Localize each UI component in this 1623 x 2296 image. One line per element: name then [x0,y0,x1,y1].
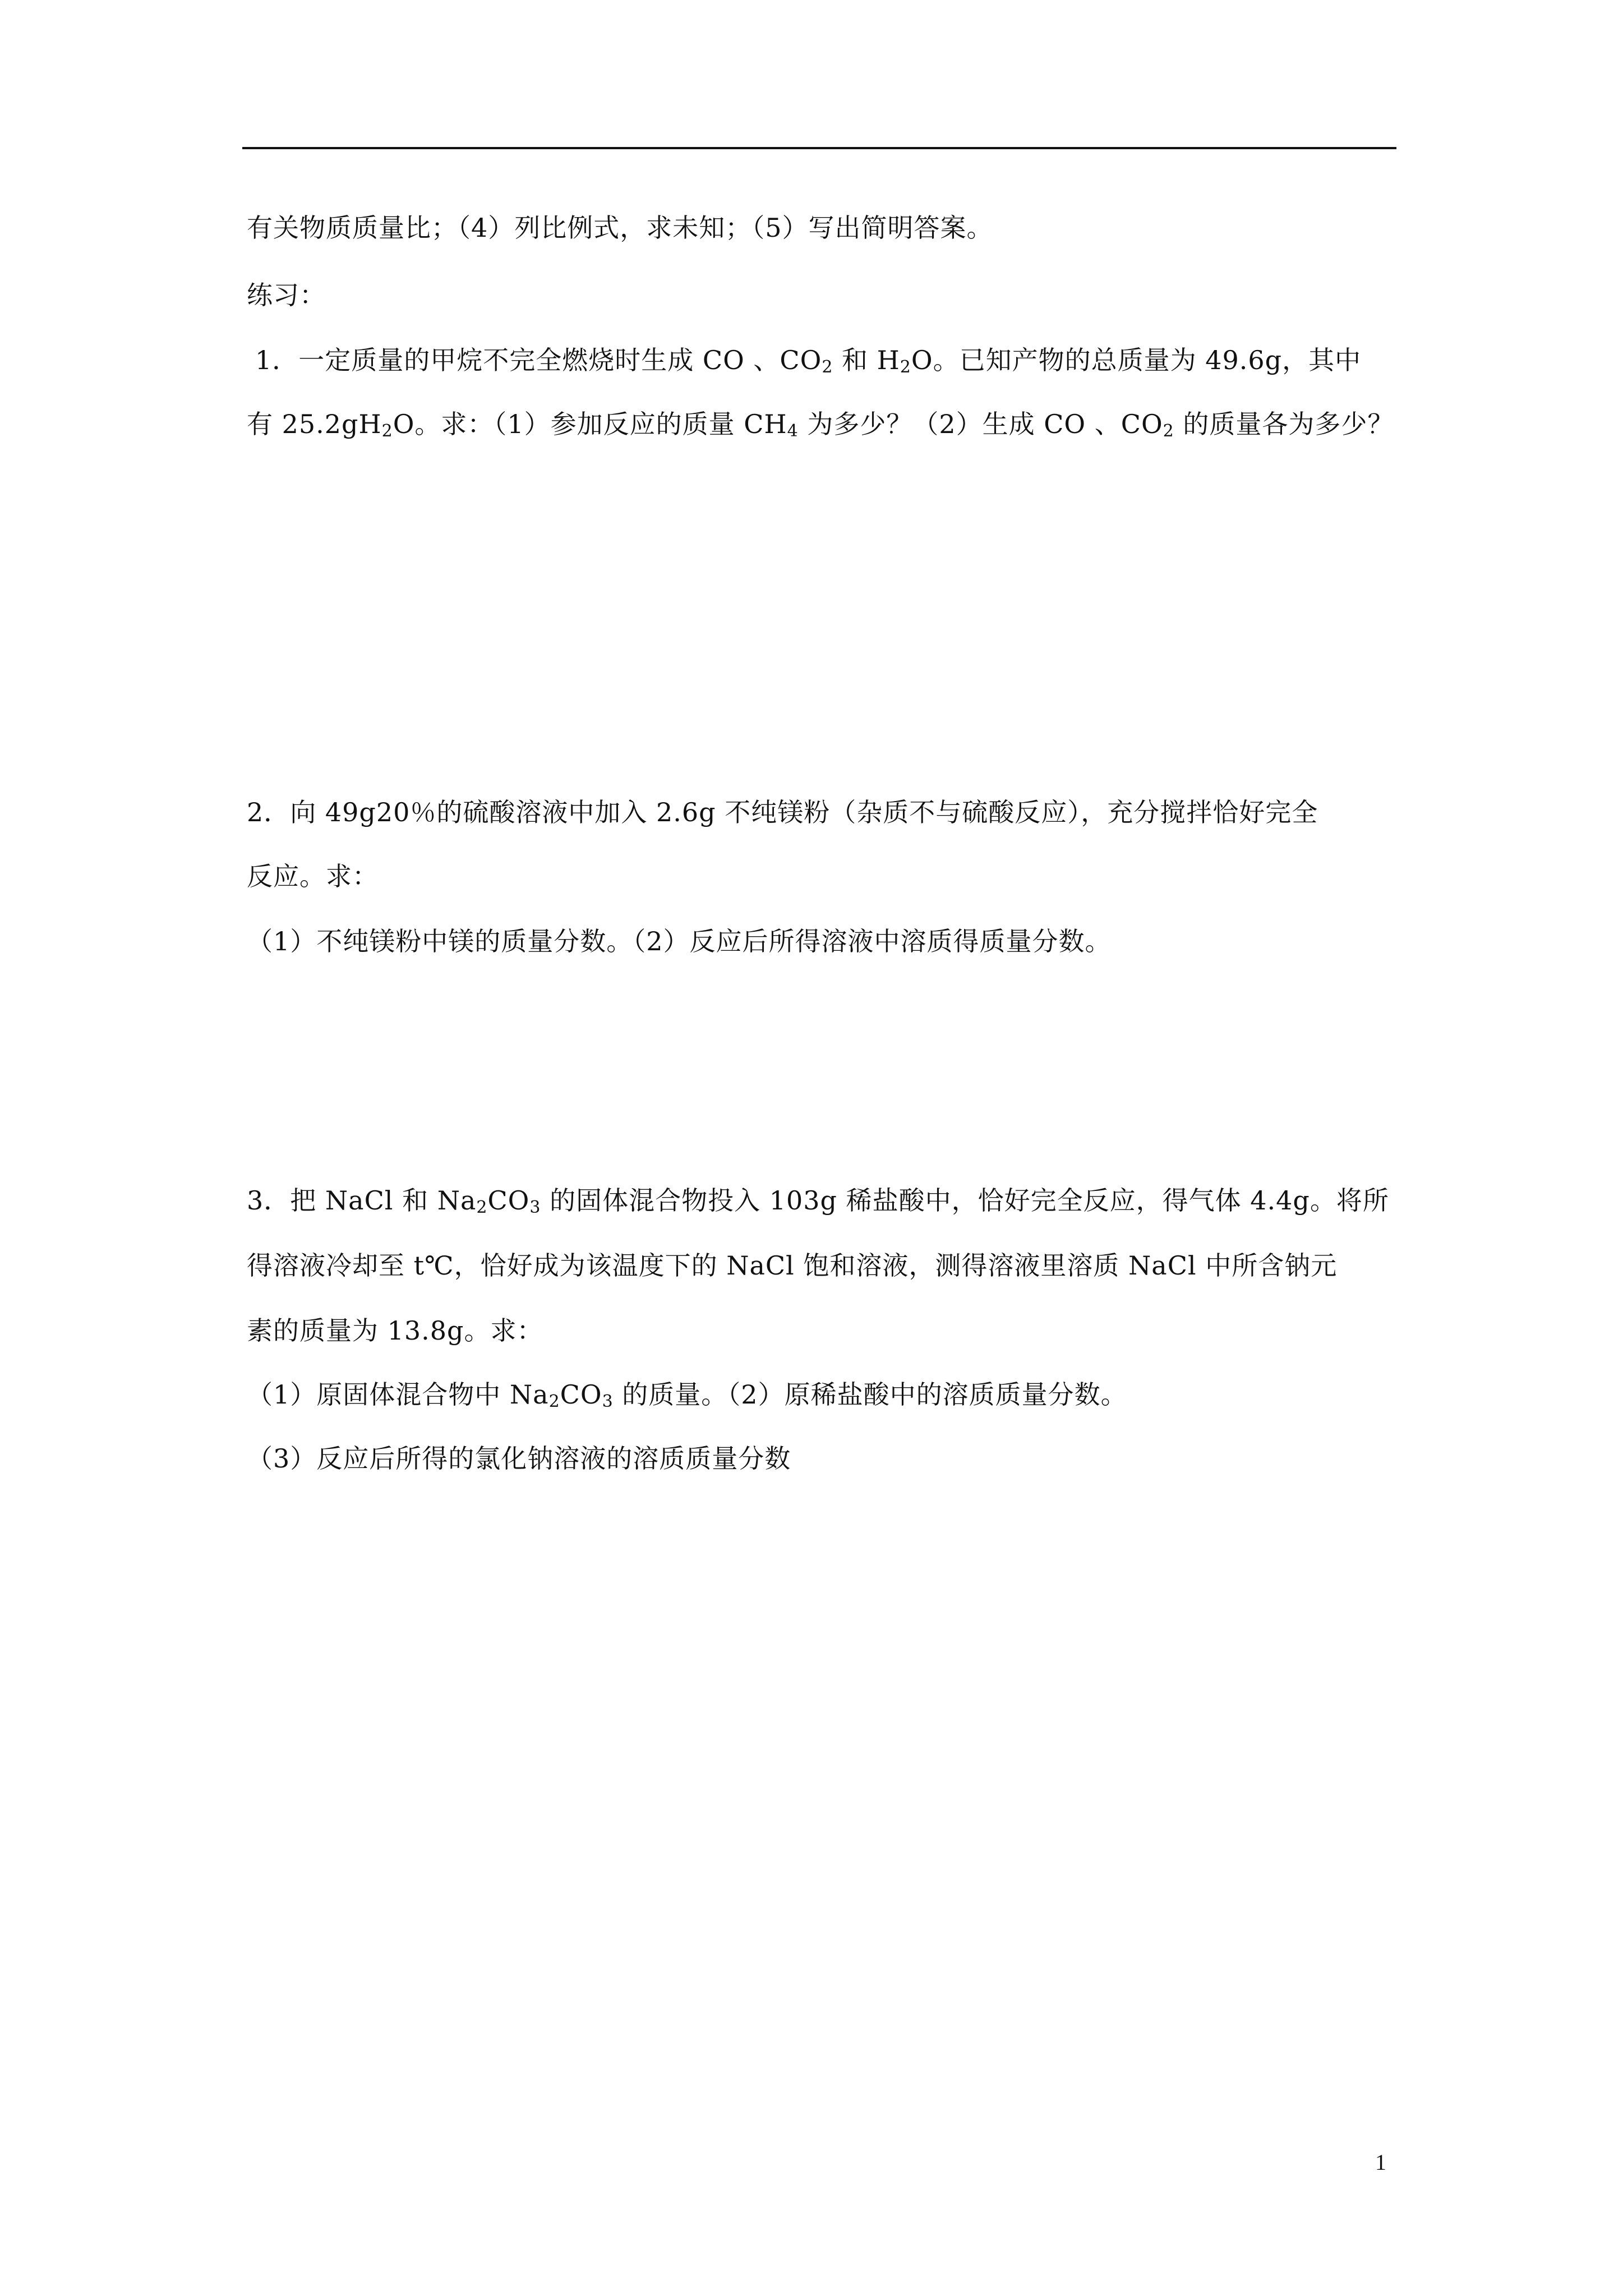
question-3-line-4: （1）原固体混合物中 $Na_2CO_3$ 的质量。（2）原稀盐酸中的溶质质量分数。 [247,1379,1127,1411]
question-3-line-3: 素的质量为 13.8g。求： [247,1315,543,1346]
question-3-line-2: 得溶液冷却至 t℃，恰好成为该温度下的 NaCl 饱和溶液，测得溶液里溶质 NaCl 中所含钠元 [247,1250,1338,1281]
intro-continuation: 有关物质质量比；（4）列比例式，求未知；（5）写出简明答案。 [247,213,993,243]
question-2-line-2: 反应。求： [247,861,379,891]
question-3-line-5: （3）反应后所得的氯化钠溶液的溶质质量分数 [247,1443,791,1474]
question-2-line-3: （1）不纯镁粉中镁的质量分数。（2）反应后所得溶液中溶质得质量分数。 [247,926,1112,956]
page-number: 1 [1375,2150,1386,2175]
question-1-line-2: 有 $25.2gH_2O$。求：（1）参加反应的质量 $CH_4$ 为多少？（2）生成 CO 、$CO_2$ 的质量各为多少？ [247,409,1394,441]
question-3-line-1: 3．把 NaCl 和 $Na_2CO_3$ 的固体混合物投入 103g 稀盐酸中，恰好完全反应，得气体 4.4g。将所 [247,1185,1389,1217]
header-rule [242,147,1396,149]
question-1-line-1: 1．一定质量的甲烷不完全燃烧时生成 CO 、$CO_2$ 和 $H_2O$。已知产物的总质量为 49.6g，其中 [255,345,1362,377]
exercise-heading: 练习： [247,280,326,310]
question-2-line-1: 2．向 49g20％的硫酸溶液中加入 2.6g 不纯镁粉（杂质不与硫酸反应），充分搅拌恰好完全 [247,797,1318,827]
